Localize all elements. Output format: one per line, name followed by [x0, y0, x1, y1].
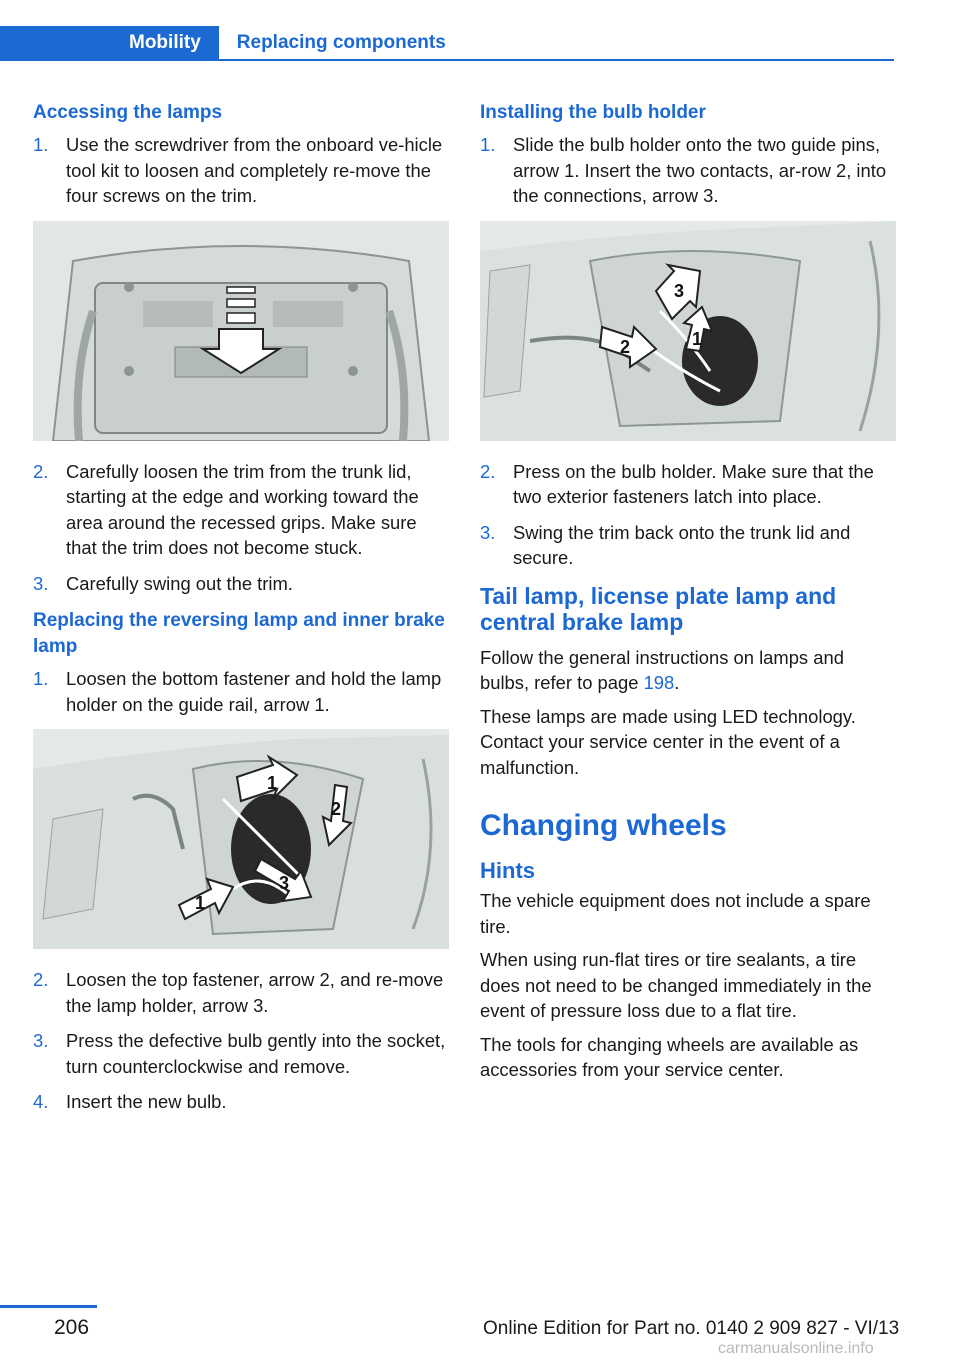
footer-rule	[0, 1305, 97, 1308]
header-rule	[0, 59, 894, 61]
list-item	[33, 666, 449, 717]
page-reference-link[interactable]: 198	[643, 672, 675, 693]
arrow-label: 2	[620, 336, 631, 357]
watermark: carmanualsonline.info	[718, 1340, 874, 1357]
step-number: 1.	[33, 134, 49, 155]
arrow-label: 1	[195, 893, 206, 913]
arrow-label: 3	[279, 873, 290, 893]
reversing-steps-b	[33, 967, 449, 1115]
edition-note: Online Edition for Part no. 0140 2 909 827 - VI/13	[483, 1318, 900, 1339]
step-text: Carefully swing out the trim.	[66, 572, 293, 594]
step-number: 2.	[33, 969, 49, 990]
step-text: Insert the new bulb.	[66, 1091, 227, 1112]
step-number: 1.	[33, 668, 49, 689]
list-item	[33, 132, 449, 209]
accessing-steps-b	[33, 459, 449, 597]
lamp-holder-illustration	[33, 729, 449, 949]
step-number: 2.	[33, 460, 49, 482]
arrow-label: 3	[674, 280, 685, 301]
list-item	[480, 520, 896, 571]
left-column	[33, 100, 449, 1127]
step-text: Press the defective bulb gently into the socket, turn counterclockwise and remove.	[66, 1030, 446, 1077]
step-number: 2.	[480, 460, 496, 482]
led-paragraph: These lamps are made using LED technology. Contact your service center in the event of a malfunction.	[480, 705, 856, 778]
list-item	[33, 967, 449, 1018]
accessing-steps-a	[33, 132, 449, 209]
step-text: Carefully loosen the trim from the trunk lid, starting at the edge and working toward the area around the recessed grips. Make sure that the trim does not become stuck.	[66, 460, 419, 558]
arrow-label: 2	[331, 799, 342, 819]
step-number: 4.	[33, 1091, 49, 1112]
trunk-lid-illustration	[33, 221, 449, 441]
hints-paragraph: When using run-flat tires or tire sealants, a tire does not need to be changed immediately in the event of pressure loss due to a flat tire.	[480, 949, 872, 1021]
right-column	[480, 100, 896, 1091]
tail-lamp-heading: Tail lamp, license plate lamp and central brake lamp	[480, 582, 837, 635]
header-tabs	[0, 26, 464, 60]
reversing-steps-a	[33, 666, 449, 717]
tail-lamp-paragraph	[480, 645, 896, 696]
list-item	[33, 1089, 449, 1115]
installing-steps-a	[480, 132, 896, 209]
trunk-lid-figure	[33, 221, 449, 441]
step-number: 1.	[480, 134, 496, 155]
hints-paragraph: The tools for changing wheels are available as accessories from your service center.	[480, 1033, 859, 1080]
lamp-holder-figure	[33, 729, 449, 949]
tab-mobility[interactable]: Mobility	[0, 26, 219, 60]
tab-replacing-components[interactable]: Replacing components	[236, 32, 446, 53]
hints-paragraph: The vehicle equipment does not include a spare tire.	[480, 890, 871, 937]
bulb-holder-illustration	[480, 221, 896, 441]
step-text: Loosen the bottom fastener and hold the lamp holder on the guide rail, arrow 1.	[66, 668, 442, 715]
bulb-holder-figure	[480, 221, 896, 441]
page-number: 206	[54, 1316, 90, 1339]
list-item	[33, 1028, 449, 1079]
step-text: Loosen the top fastener, arrow 2, and re‐move the lamp holder, arrow 3.	[66, 969, 444, 1016]
reversing-lamp-heading: Replacing the reversing lamp and inner brake lamp	[33, 610, 445, 657]
installing-steps-b	[480, 459, 896, 571]
accessing-lamps-heading: Accessing the lamps	[33, 102, 223, 123]
list-item	[480, 459, 896, 510]
arrow-label: 1	[692, 328, 703, 349]
step-number: 3.	[33, 1030, 49, 1051]
step-number: 3.	[33, 572, 49, 594]
paragraph-text: .	[674, 672, 680, 693]
step-text: Press on the bulb holder. Make sure that the two exterior fasteners latch into place.	[513, 460, 874, 507]
installing-bulb-holder-heading: Installing the bulb holder	[480, 102, 706, 123]
hints-heading: Hints	[480, 858, 535, 883]
paragraph-text: Follow the general instructions on lamps and bulbs, refer to page	[480, 646, 844, 693]
step-text: Use the screwdriver from the onboard ve‐hicle tool kit to loosen and completely re‐move the four screws on the trim.	[66, 134, 443, 206]
changing-wheels-heading: Changing wheels	[480, 809, 727, 842]
list-item	[480, 132, 896, 209]
list-item	[33, 571, 449, 597]
step-number: 3.	[480, 521, 496, 543]
step-text: Swing the trim back onto the trunk lid and secure.	[513, 521, 851, 568]
arrow-label: 1	[267, 773, 278, 793]
step-text: Slide the bulb holder onto the two guide pins, arrow 1. Insert the two contacts, ar‐row 2, into the connections, arrow 3.	[513, 134, 887, 206]
list-item	[33, 459, 449, 561]
